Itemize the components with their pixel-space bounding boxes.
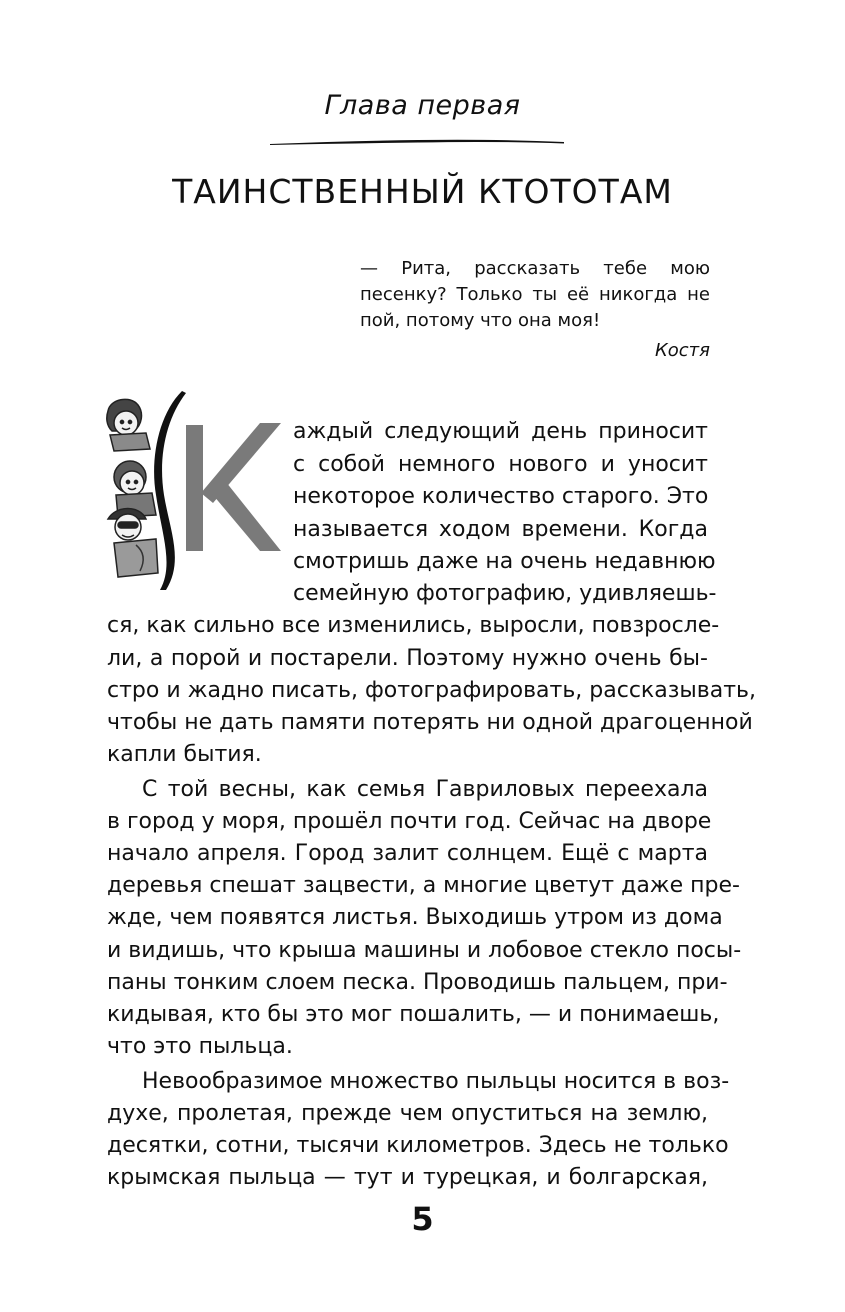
body-line: в город у моря, прошёл почти год. Сейчас на дворе <box>107 809 712 834</box>
chapter-title: ТАИНСТВЕННЫЙ КТОТОТАМ <box>172 172 673 211</box>
body-line: начало апреля. Город залит солнцем. Ещё с марта <box>107 841 708 866</box>
body-line: с собой немного нового и уносит <box>293 452 708 477</box>
body-line: капли бытия. <box>107 742 262 767</box>
body-line: жде, чем появятся листья. Выходишь утром из дома <box>107 905 723 930</box>
body-line: чтобы не дать памяти потерять ни одной драгоценной <box>107 710 753 735</box>
body-line: С той весны, как семья Гавриловых переехала <box>142 777 708 802</box>
body-line: десятки, сотни, тысячи километров. Здесь не только <box>107 1133 729 1158</box>
body-line: кидывая, кто бы это мог пошалить, — и понимаешь, <box>107 1002 720 1027</box>
body-line: духе, пролетая, прежде чем опуститься на землю, <box>107 1101 708 1126</box>
body-line: ли, а порой и постарели. Поэтому нужно очень бы- <box>107 646 708 671</box>
body-line: называется ходом времени. Когда <box>293 517 708 542</box>
body-line: крымская пыльца — тут и турецкая, и болгарская, <box>107 1165 708 1190</box>
epigraph <box>360 256 710 364</box>
drop-cap-swash <box>154 391 186 590</box>
body-line: аждый следующий день приносит <box>293 419 708 444</box>
child-figure-middle <box>114 461 156 517</box>
body-line: деревья спешат зацвести, а многие цветут даже пре- <box>107 873 740 898</box>
body-line: смотришь даже на очень недавнюю <box>293 549 716 574</box>
body-line: некоторое количество старого. Это <box>293 484 709 509</box>
body-line: ся, как сильно все изменились, выросли, повзросле- <box>107 613 720 638</box>
child-figure-top <box>107 399 150 451</box>
page-number: 5 <box>411 1200 434 1238</box>
body-line: Невообразимое множество пыльцы носится в воз- <box>142 1069 730 1094</box>
epigraph-line: песенку? Только ты её никогда не <box>360 284 710 305</box>
epigraph-line: пой, потому что она моя! <box>360 310 601 331</box>
body-line: и видишь, что крыша машины и лобовое стекло посы- <box>107 938 742 963</box>
chapter-divider <box>268 136 566 148</box>
drop-cap-letter-k <box>186 423 281 551</box>
drop-cap-illustration <box>100 385 285 590</box>
body-line: семейную фотографию, удивляешь- <box>293 581 717 606</box>
child-figure-bottom <box>108 509 158 578</box>
body-line: стро и жадно писать, фотографировать, рассказывать, <box>107 678 756 703</box>
body-line: паны тонким слоем песка. Проводишь пальцем, при- <box>107 970 728 995</box>
chapter-label: Глава первая <box>324 90 521 121</box>
body-line: что это пыльца. <box>107 1034 293 1059</box>
epigraph-line: — Рита, рассказать тебе мою <box>360 258 710 279</box>
epigraph-author: Костя <box>654 340 710 361</box>
